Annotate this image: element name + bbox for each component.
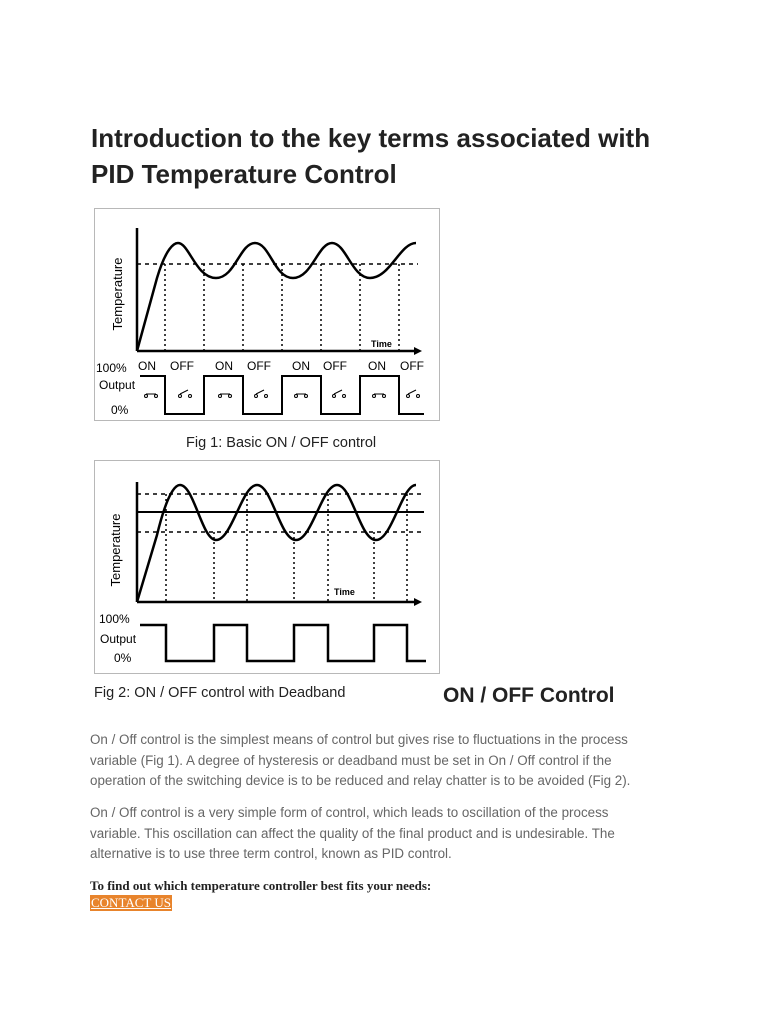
figure-2-diagram <box>94 460 442 705</box>
figure-1-y-axis-label: Temperature <box>110 257 125 331</box>
figure-1-off-label: OFF <box>170 359 194 373</box>
figure-1-diagram <box>94 208 442 458</box>
paragraph-1-line: variable (Fig 1). A degree of hysteresis or deadband must be set in On / Off control if the <box>90 752 612 768</box>
figure-1-output-0-label: 0% <box>111 403 129 417</box>
figure-1 <box>94 208 442 458</box>
page-title-line-2: PID Temperature Control <box>91 159 397 189</box>
figure-1-on-label: ON <box>368 359 386 373</box>
paragraph-2-line: alternative is to use three term control, known as PID control. <box>90 846 452 861</box>
page-title-line-1: Introduction to the key terms associated with <box>91 123 651 153</box>
paragraph-1-line: On / Off control is the simplest means of control but gives rise to fluctuations in the process <box>90 732 628 747</box>
figure-2 <box>94 460 442 705</box>
figure-1-off-label: OFF <box>323 359 347 373</box>
section-heading: ON / OFF Control <box>443 684 615 707</box>
figure-2-output-label: Output <box>100 632 137 646</box>
figure-2-time-label: Time <box>334 587 355 597</box>
page-title <box>91 120 711 192</box>
cta-text: To find out which temperature controller best fits your needs: <box>90 878 432 893</box>
contact-us-link[interactable]: CONTACT US <box>91 895 171 910</box>
paragraph-2-line: On / Off control is a very simple form of control, which leads to oscillation of the process <box>90 805 609 820</box>
figure-2-output-100-label: 100% <box>99 612 130 626</box>
figure-1-caption: Fig 1: Basic ON / OFF control <box>186 435 377 451</box>
figure-2-output-0-label: 0% <box>114 651 132 665</box>
figure-1-on-label: ON <box>138 359 156 373</box>
figure-1-time-label: Time <box>371 339 392 349</box>
figure-1-on-label: ON <box>292 359 310 373</box>
paragraph-1-line: operation of the switching device is to be reduced and relay chatter is to be avoided (Fig 2). <box>90 773 631 788</box>
figure-1-off-label: OFF <box>247 359 271 373</box>
figure-1-on-label: ON <box>215 359 233 373</box>
paragraph-2 <box>90 803 690 865</box>
paragraph-1 <box>90 730 690 792</box>
figure-1-off-label: OFF <box>400 359 424 373</box>
figure-2-y-axis-label: Temperature <box>108 513 123 587</box>
figure-1-output-label: Output <box>99 378 136 392</box>
figure-1-output-100-label: 100% <box>96 361 127 375</box>
figure-2-caption: Fig 2: ON / OFF control with Deadband <box>94 685 346 701</box>
paragraph-2-line: variable. This oscillation can affect the quality of the final product and is undesirable. The <box>90 825 615 841</box>
